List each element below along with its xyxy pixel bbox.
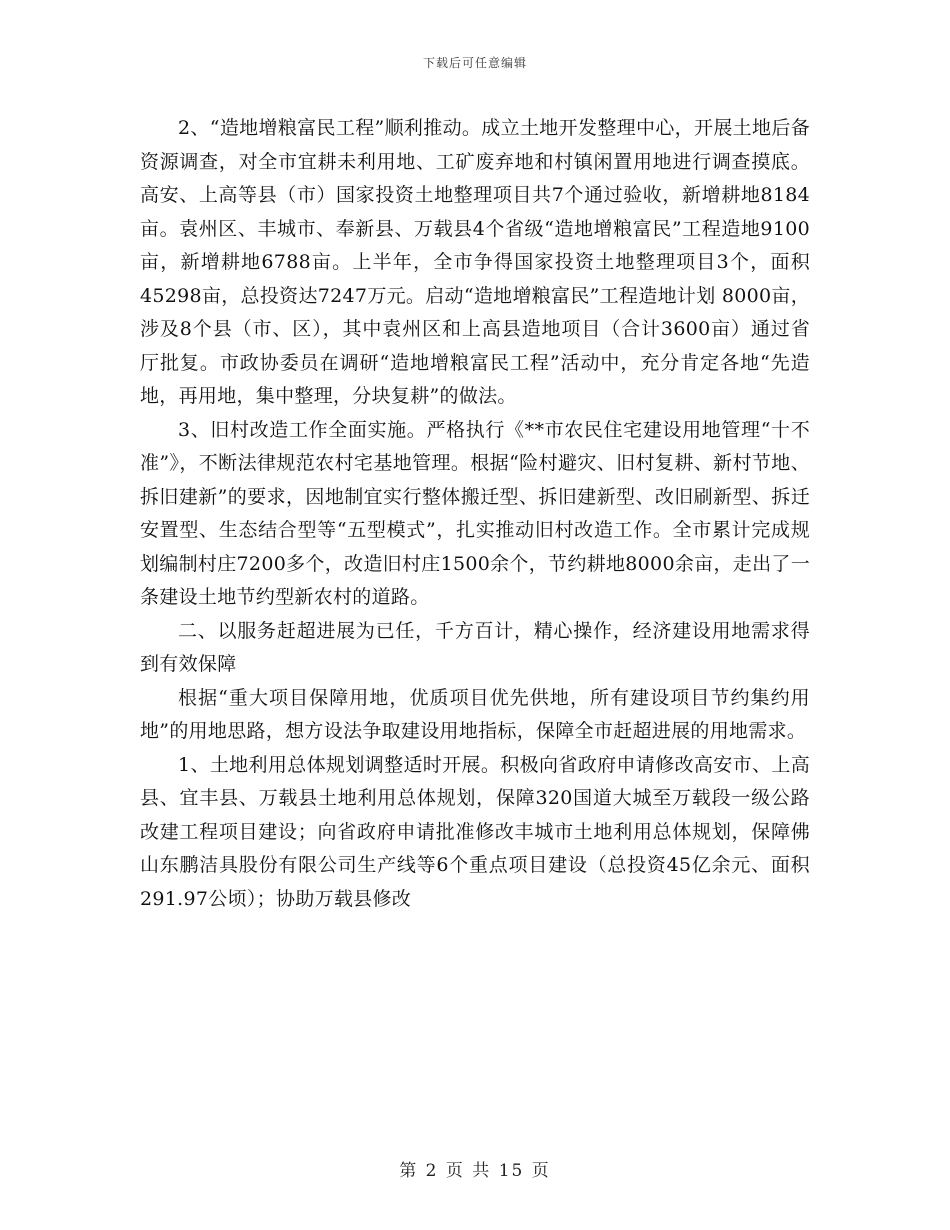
paragraph-village-renovation: 3、旧村改造工作全面实施。严格执行《**市农民住宅建设用地管理“十不准”》，不断法律规范农村宅基地管理。根据“险村避灾、旧村复耕、新村节地、拆旧建新”的要求，因地制宜实行整体搬迁型、拆旧建新型、改旧刷新型、拆迁安置型、生态结合型等“五型模式”，扎实推动旧村改造工作。全市累计完成规划编制村庄7200多个，改造旧村庄1500余个，节约耕地8000余亩，走出了一条建设土地节约型新农村的道路。 <box>140 418 810 608</box>
paragraph-planning-adjustment: 1、土地利用总体规划调整适时开展。积极向省政府申请修改高安市、上高县、宜丰县、万载县土地利用总体规划，保障320国道大城至万载段一级公路改建工程项目建设；向省政府申请批准修改丰城市土地利用总体规划，保障佛山东鹏洁具股份有限公司生产线等6个重点项目建设（总投资45亿余元、面积291.97公顷）；协助万载县修改 <box>140 753 810 910</box>
page-number: 第 2 页 共 15 页 <box>399 1161 551 1181</box>
paragraph-land-use-approach: 根据“重大项目保障用地，优质项目优先供地，所有建设项目节约集约用地”的用地思路，想方设法争取建设用地指标，保障全市赶超进展的用地需求。 <box>140 686 810 742</box>
paragraph-land-reclamation: 2、“造地增粮富民工程”顺利推动。成立土地开发整理中心，开展土地后备资源调查，对全市宜耕未利用地、工矿废弃地和村镇闲置用地进行调查摸底。高安、上高等县（市）国家投资土地整理项目共7个通过验收，新增耕地8184亩。袁州区、丰城市、奉新县、万载县4个省级“造地增粮富民”工程造地9100亩，新增耕地6788亩。上半年，全市争得国家投资土地整理项目3个，面积45298亩，总投资达7247万元。启动“造地增粮富民”工程造地计划 8000亩，涉及8个县（市、区），其中袁州区和上高县造地项目（合计3600亩）通过省厅批复。市政协委员在调研“造地增粮富民工程”活动中，充分肯定各地“先造地，再用地，集中整理，分块复耕”的做法。 <box>140 117 810 407</box>
document-body <box>140 112 810 916</box>
header-note: 下载后可任意编辑 <box>422 56 527 70</box>
section-heading-land-guarantee: 二、以服务赶超进展为已任，千方百计，精心操作，经济建设用地需求得到有效保障 <box>140 619 810 675</box>
